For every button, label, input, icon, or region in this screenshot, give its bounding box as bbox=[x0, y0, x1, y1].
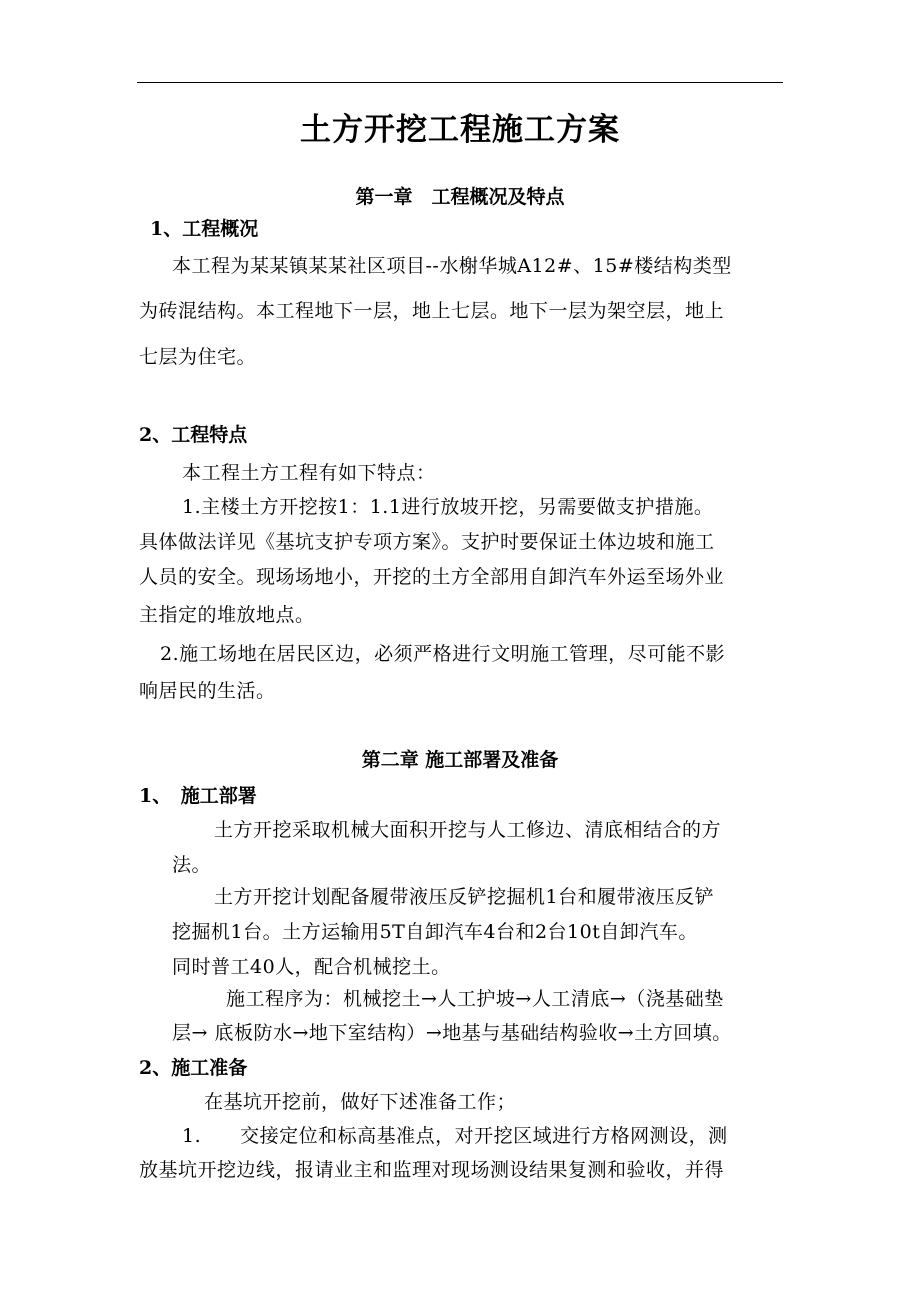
list-item-line: 响居民的生活。 bbox=[139, 680, 276, 702]
paragraph-line: 本工程为某某镇某某社区项目--水榭华城A12#、15#楼结构类型 bbox=[172, 255, 732, 277]
list-item-line: 具体做法详见《基坑支护专项方案》。支护时要保证土体边坡和施工 bbox=[139, 531, 715, 553]
section-1-1-heading: 1、工程概况 bbox=[150, 218, 259, 240]
paragraph-line: 同时普工40人，配合机械挖土。 bbox=[172, 956, 451, 978]
paragraph-line: 施工程序为：机械挖土→人工护坡→人工清底→（浇基础垫 bbox=[226, 988, 724, 1010]
section-2-2-heading: 2、施工准备 bbox=[139, 1057, 248, 1079]
paragraph-line: 土方开挖采取机械大面积开挖与人工修边、清底相结合的方 bbox=[214, 819, 722, 841]
chapter-2-heading: 第二章 施工部署及准备 bbox=[361, 749, 559, 771]
header-rule bbox=[137, 82, 783, 83]
paragraph-line: 层→ 底板防水→地下室结构）→地基与基础结构验收→土方回填。 bbox=[172, 1022, 732, 1044]
paragraph-line: 土方开挖计划配备履带液压反铲挖掘机1台和履带液压反铲 bbox=[214, 886, 715, 908]
paragraph-line: 本工程土方工程有如下特点： bbox=[182, 462, 436, 484]
paragraph-line: 法。 bbox=[172, 854, 212, 876]
paragraph-line: 七层为住宅。 bbox=[139, 346, 257, 368]
list-item-line: 1.主楼土方开挖按1：1.1进行放坡开挖，另需要做支护措施。 bbox=[182, 496, 714, 518]
list-item-line: 2.施工场地在居民区边，必须严格进行文明施工管理，尽可能不影 bbox=[160, 643, 726, 665]
chapter-1-heading: 第一章 工程概况及特点 bbox=[355, 186, 565, 208]
paragraph-line: 为砖混结构。本工程地下一层，地上七层。地下一层为架空层，地上 bbox=[139, 300, 725, 322]
paragraph-line: 在基坑开挖前，做好下述准备工作； bbox=[204, 1091, 517, 1113]
section-1-2-heading: 2、工程特点 bbox=[139, 424, 248, 446]
list-item-line: 主指定的堆放地点。 bbox=[139, 604, 315, 626]
document-title: 土方开挖工程施工方案 bbox=[300, 112, 620, 148]
list-item-line: 放基坑开挖边线，报请业主和监理对现场测设结果复测和验收，并得 bbox=[139, 1159, 725, 1181]
paragraph-line: 挖掘机1台。土方运输用5T自卸汽车4台和2台10t自卸汽车。 bbox=[172, 921, 698, 943]
section-2-1-heading: 1、 施工部署 bbox=[139, 785, 257, 807]
list-item-line: 1. 交接定位和标高基准点，对开挖区域进行方格网测设，测 bbox=[182, 1125, 728, 1147]
list-item-line: 人员的安全。现场场地小，开挖的土方全部用自卸汽车外运至场外业 bbox=[139, 566, 725, 588]
